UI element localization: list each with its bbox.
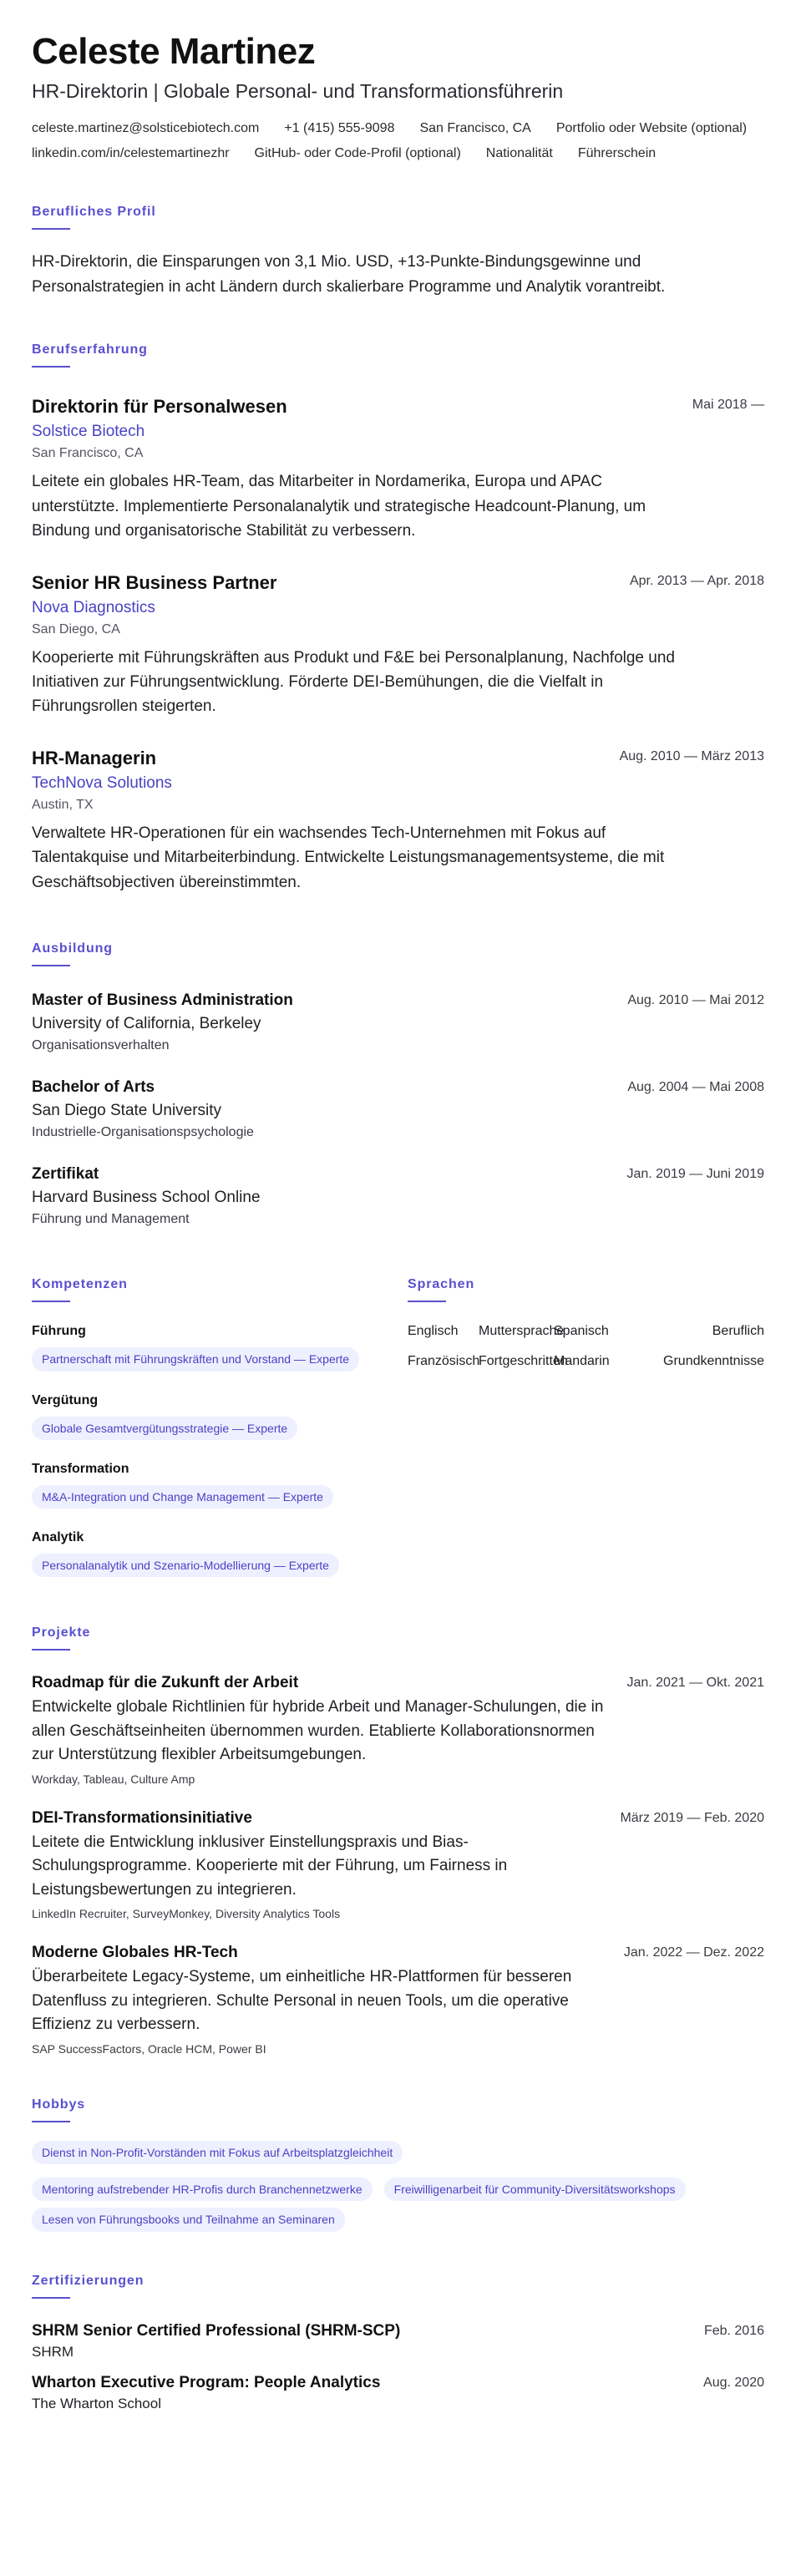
- certification-name: Wharton Executive Program: People Analytics: [32, 2373, 381, 2391]
- skill-group-title: Führung: [32, 1324, 86, 1339]
- education-date: Jan. 2019 — Juni 2019: [626, 1167, 764, 1182]
- language-level: Beruflich: [712, 1324, 764, 1339]
- contact-portfolio[interactable]: Portfolio oder Website (optional): [555, 121, 748, 136]
- education-school: University of California, Berkeley: [32, 1015, 261, 1033]
- contact-drivers-license: Führerschein: [577, 146, 657, 161]
- skill-group-title: Vergütung: [32, 1392, 99, 1407]
- skills-section: [32, 1277, 408, 1577]
- certification-item: [32, 2322, 764, 2360]
- language-level: Fortgeschritten: [479, 1354, 568, 1369]
- job-description: Kooperierte mit Führungskräften aus Produkt und F&E bei Personalplanung, Nachfolge und Initiativen zur Führungsentwicklung. Förderte DEI-Bemühungen, die die Vielfalt in Führungsrollen steigerten.: [32, 648, 675, 716]
- project-date: März 2019 — Feb. 2020: [620, 1810, 764, 1825]
- section-title-education: Ausbildung: [32, 941, 113, 956]
- language-name: Spanisch: [554, 1324, 609, 1339]
- hobby-list: [32, 2141, 783, 2232]
- language-level: Muttersprache: [479, 1324, 565, 1339]
- project-description: Entwickelte globale Richtlinien für hybride Arbeit und Manager-Schulungen, die in allen Geschäftseinheiten übernommen wurden. Etablierte Kollaborationsnormen zur Unterstützung flexibler Arbeitsumgebungen.: [32, 1698, 604, 1764]
- language-name: Französisch: [408, 1354, 480, 1369]
- certifications-section: [32, 2274, 764, 2412]
- job-company: Nova Diagnostics: [32, 598, 155, 616]
- contact-phone[interactable]: +1 (415) 555-9098: [284, 121, 395, 136]
- education-degree: Bachelor of Arts: [32, 1078, 155, 1097]
- languages-table: [408, 1324, 764, 1369]
- job-date: Apr. 2013 — Apr. 2018: [629, 573, 764, 588]
- section-rule: [32, 1649, 70, 1651]
- job-location: Austin, TX: [32, 797, 94, 812]
- language-name: Mandarin: [554, 1354, 610, 1369]
- skill-chip: M&A-Integration und Change Management — Experte: [32, 1485, 333, 1509]
- hobby-chip: Dienst in Non-Profit-Vorständen mit Fokus auf Arbeitsplatzgleichheit: [32, 2141, 403, 2164]
- experience-item: [32, 572, 764, 719]
- project-description: Überarbeitete Legacy-Systeme, um einheitliche HR-Plattformen für besseren Datenfluss zu integrieren. Schulte Personal in neuen Tools, um die operative Effizienz zu verbessern.: [32, 1968, 572, 2034]
- education-section: [32, 941, 764, 1227]
- section-rule: [32, 228, 70, 230]
- skill-group: [32, 1324, 408, 1371]
- education-item: [32, 1078, 764, 1140]
- education-date: Aug. 2010 — Mai 2012: [627, 993, 764, 1008]
- education-school: Harvard Business School Online: [32, 1189, 261, 1207]
- contact-github[interactable]: GitHub- oder Code-Profil (optional): [254, 146, 461, 161]
- job-title: Direktorin für Personalwesen: [32, 396, 287, 418]
- language-name: Englisch: [408, 1324, 459, 1339]
- education-date: Aug. 2004 — Mai 2008: [627, 1080, 764, 1095]
- profile-summary: HR-Direktorin, die Einsparungen von 3,1 Mio. USD, +13-Punkte-Bindungsgewinne und Personalstrategien in acht Ländern durch skalierbare Programme und Analytik vorantreibt.: [32, 253, 666, 296]
- experience-item: [32, 396, 764, 543]
- certification-item: [32, 2374, 764, 2412]
- education-field: Industrielle-Organisationspsychologie: [32, 1125, 254, 1140]
- skill-chip: Partnerschaft mit Führungskräften und Vorstand — Experte: [32, 1347, 359, 1371]
- certification-name: SHRM Senior Certified Professional (SHRM-SCP): [32, 2321, 401, 2340]
- project-date: Jan. 2022 — Dez. 2022: [623, 1945, 764, 1960]
- skill-group-title: Analytik: [32, 1530, 84, 1545]
- job-company: TechNova Solutions: [32, 773, 172, 792]
- projects-section: [32, 1625, 764, 2056]
- job-company: Solstice Biotech: [32, 423, 145, 441]
- section-rule: [408, 1301, 446, 1302]
- hobby-chip: Freiwilligenarbeit für Community-Diversitätsworkshops: [384, 2178, 686, 2201]
- project-item: [32, 1674, 764, 1786]
- certification-date: Aug. 2020: [703, 2375, 764, 2390]
- job-title: HR-Managerin: [32, 747, 157, 768]
- languages-section: [408, 1277, 764, 1577]
- skill-chip: Personalanalytik und Szenario-Modellierung — Experte: [32, 1554, 339, 1577]
- candidate-name: Celeste Martinez: [32, 31, 316, 72]
- job-description: Leitete ein globales HR-Team, das Mitarbeiter in Nordamerika, Europa und APAC unterstützte. Implementierte Personalanalytik und strategische Headcount-Planung, um Bindung und organisatorische Stabilität zu verbessern.: [32, 473, 646, 540]
- language-level: Grundkenntnisse: [663, 1354, 764, 1369]
- experience-item: [32, 748, 764, 895]
- project-title: Moderne Globales HR-Tech: [32, 1944, 238, 1962]
- job-description: Verwaltete HR-Operationen für ein wachsendes Tech-Unternehmen mit Fokus auf Talentakquise und Mitarbeiterbindung. Entwickelte Leistungsmanagementsysteme, die mit Geschäftsobjectiven übereinstimmten.: [32, 824, 665, 891]
- skill-group: [32, 1462, 408, 1509]
- skill-group-title: Transformation: [32, 1461, 129, 1476]
- section-rule: [32, 1301, 70, 1302]
- contact-linkedin[interactable]: linkedin.com/in/celestemartinezhr: [32, 146, 230, 161]
- project-tools: Workday, Tableau, Culture Amp: [32, 1772, 195, 1786]
- hobbies-section: [32, 2097, 764, 2232]
- contact-list: [32, 121, 767, 161]
- profile-section: [32, 205, 764, 299]
- skills-languages-row: [32, 1277, 764, 1577]
- project-tools: SAP SuccessFactors, Oracle HCM, Power BI: [32, 2041, 266, 2056]
- project-item: [32, 1944, 764, 2056]
- certification-date: Feb. 2016: [703, 2323, 764, 2338]
- project-title: Roadmap für die Zukunft der Arbeit: [32, 1674, 299, 1692]
- education-field: Führung und Management: [32, 1212, 190, 1227]
- section-title-languages: Sprachen: [408, 1277, 475, 1292]
- education-field: Organisationsverhalten: [32, 1038, 170, 1053]
- contact-location: San Francisco, CA: [419, 121, 531, 136]
- job-date: Mai 2018 —: [692, 398, 764, 413]
- project-item: [32, 1809, 764, 1921]
- project-title: DEI-Transformationsinitiative: [32, 1808, 252, 1827]
- hobby-chip: Mentoring aufstrebender HR-Profis durch Branchennetzwerke: [32, 2178, 373, 2201]
- section-title-projects: Projekte: [32, 1625, 91, 1640]
- contact-email[interactable]: celeste.martinez@solsticebiotech.com: [32, 121, 260, 136]
- certification-issuer: SHRM: [32, 2343, 74, 2360]
- education-degree: Master of Business Administration: [32, 991, 293, 1010]
- section-title-certifications: Zertifizierungen: [32, 2273, 144, 2288]
- candidate-headline: HR-Direktorin | Globale Personal- und Transformationsführerin: [32, 80, 564, 103]
- skill-group: [32, 1393, 408, 1440]
- project-tools: LinkedIn Recruiter, SurveyMonkey, Diversity Analytics Tools: [32, 1907, 341, 1921]
- resume-header: [32, 32, 764, 161]
- section-rule: [32, 2121, 70, 2122]
- section-title-hobbies: Hobbys: [32, 2097, 86, 2112]
- skill-group: [32, 1530, 408, 1577]
- job-title: Senior HR Business Partner: [32, 571, 277, 593]
- education-item: [32, 991, 764, 1053]
- section-title-profile: Berufliches Profil: [32, 205, 156, 220]
- contact-nationality: Nationalität: [485, 146, 553, 161]
- section-title-skills: Kompetenzen: [32, 1277, 128, 1292]
- education-school: San Diego State University: [32, 1102, 222, 1120]
- certification-issuer: The Wharton School: [32, 2395, 161, 2411]
- education-degree: Zertifikat: [32, 1165, 99, 1184]
- experience-section: [32, 342, 764, 895]
- project-date: Jan. 2021 — Okt. 2021: [626, 1676, 764, 1691]
- education-item: [32, 1165, 764, 1227]
- hobby-chip: Lesen von Führungsbooks und Teilnahme an Seminaren: [32, 2208, 345, 2231]
- section-rule: [32, 2297, 70, 2299]
- job-date: Aug. 2010 — März 2013: [619, 748, 764, 763]
- job-location: San Francisco, CA: [32, 446, 144, 461]
- section-rule: [32, 965, 70, 966]
- job-location: San Diego, CA: [32, 621, 120, 636]
- project-description: Leitete die Entwicklung inklusiver Einstellungspraxis und Bias-Schulungsprogramme. Kooperierte mit der Führung, um Fairness in Leistungsbewertungen zu integrieren.: [32, 1833, 508, 1899]
- section-rule: [32, 366, 70, 368]
- section-title-experience: Berufserfahrung: [32, 342, 148, 357]
- skill-chip: Globale Gesamtvergütungsstrategie — Experte: [32, 1417, 297, 1440]
